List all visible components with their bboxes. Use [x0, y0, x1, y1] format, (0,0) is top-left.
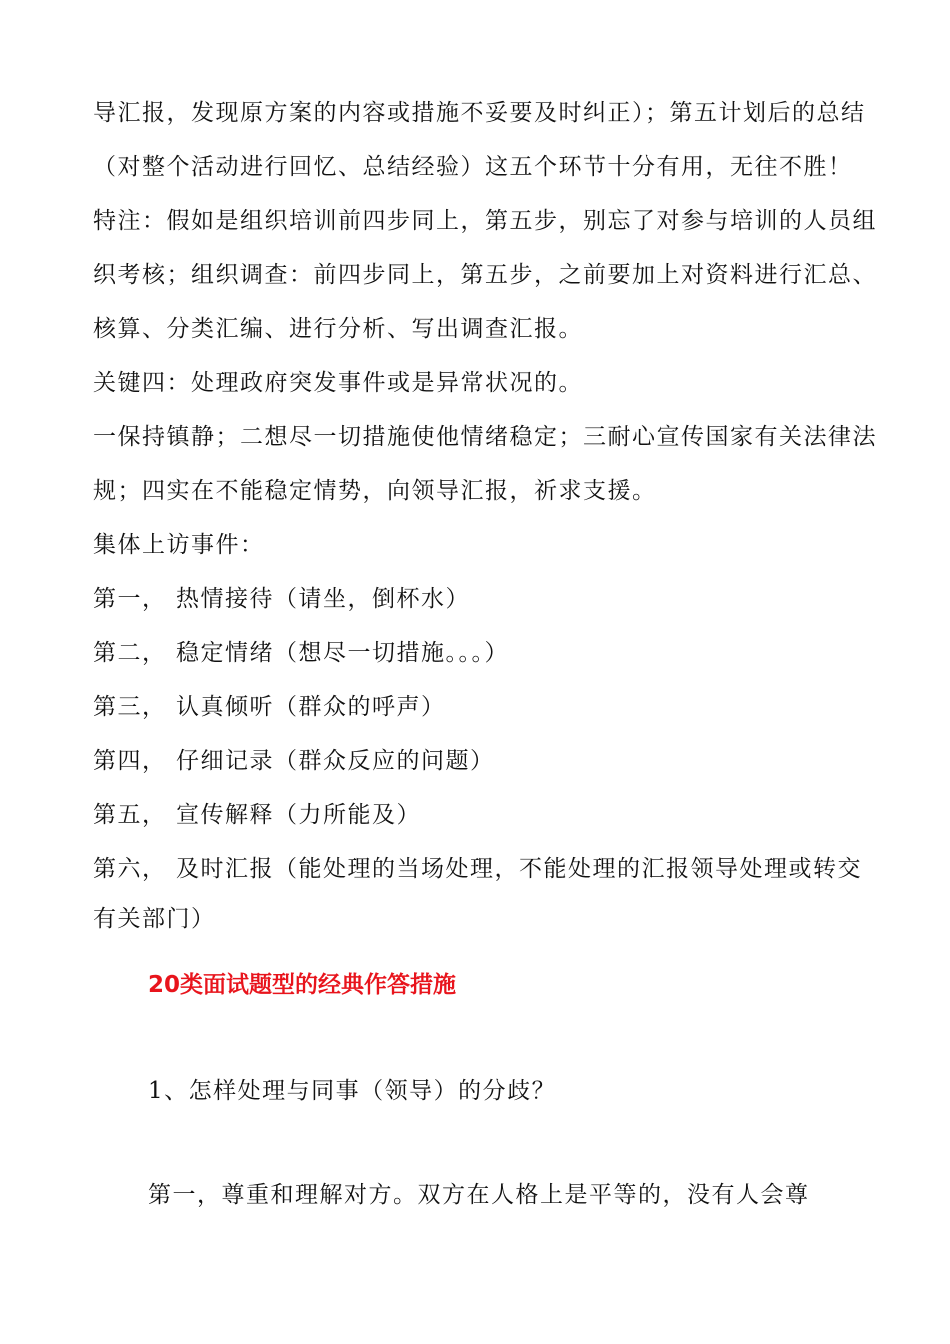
section-heading: 20类面试题型的经典作答措施 [148, 972, 457, 998]
text-line-5: 核算、分类汇编、进行分析、写出调查汇报。 [93, 316, 583, 342]
list-item [93, 638, 873, 668]
list-item [93, 584, 873, 614]
list-item-label: 第一， [93, 586, 167, 612]
list-item-label: 第二， [93, 640, 167, 666]
list-item-text: 热情接待（请坐，倒杯水） [176, 586, 470, 612]
text-line-3: 特注：假如是组织培训前四步同上，第五步，别忘了对参与培训的人员组 [93, 208, 877, 234]
list-item [93, 800, 873, 830]
list-item-label: 第五， [93, 802, 167, 828]
text-line-1: 导汇报，发现原方案的内容或措施不妥要及时纠正）；第五计划后的总结 [93, 100, 866, 126]
text-line-9: 集体上访事件： [93, 532, 265, 558]
list-item-text: 稳定情绪（想尽一切措施。。。） [176, 640, 509, 666]
list-item-label: 第六， [93, 856, 167, 882]
list-item [93, 692, 873, 722]
list-item-text: 仔细记录（群众反应的问题） [176, 748, 495, 774]
list-item [93, 746, 873, 776]
list-item [93, 854, 873, 884]
list-item-text: 认真倾听（群众的呼声） [176, 694, 446, 720]
list-item-text: 及时汇报（能处理的当场处理，不能处理的汇报领导处理或转交 [176, 856, 862, 882]
text-line-4: 织考核；组织调查：前四步同上，第五步，之前要加上对资料进行汇总、 [93, 262, 877, 288]
list-item-text: 宣传解释（力所能及） [176, 802, 421, 828]
list-item-label: 第三， [93, 694, 167, 720]
text-line-6: 关键四：处理政府突发事件或是异常状况的。 [93, 370, 583, 396]
text-line-7: 一保持镇静；二想尽一切措施使他情绪稳定；三耐心宣传国家有关法律法 [93, 424, 877, 450]
answer-paragraph: 第一，尊重和理解对方。双方在人格上是平等的，没有人会尊 [148, 1182, 810, 1208]
text-line-2: （对整个活动进行回忆、总结经验）这五个环节十分有用，无往不胜！ [93, 154, 853, 180]
question-title: 1、怎样处理与同事（领导）的分歧？ [148, 1078, 557, 1104]
list-item-continuation: 有关部门） [93, 906, 216, 932]
list-item-label: 第四， [93, 748, 167, 774]
text-line-8: 规；四实在不能稳定情势，向领导汇报，祈求支援。 [93, 478, 657, 504]
